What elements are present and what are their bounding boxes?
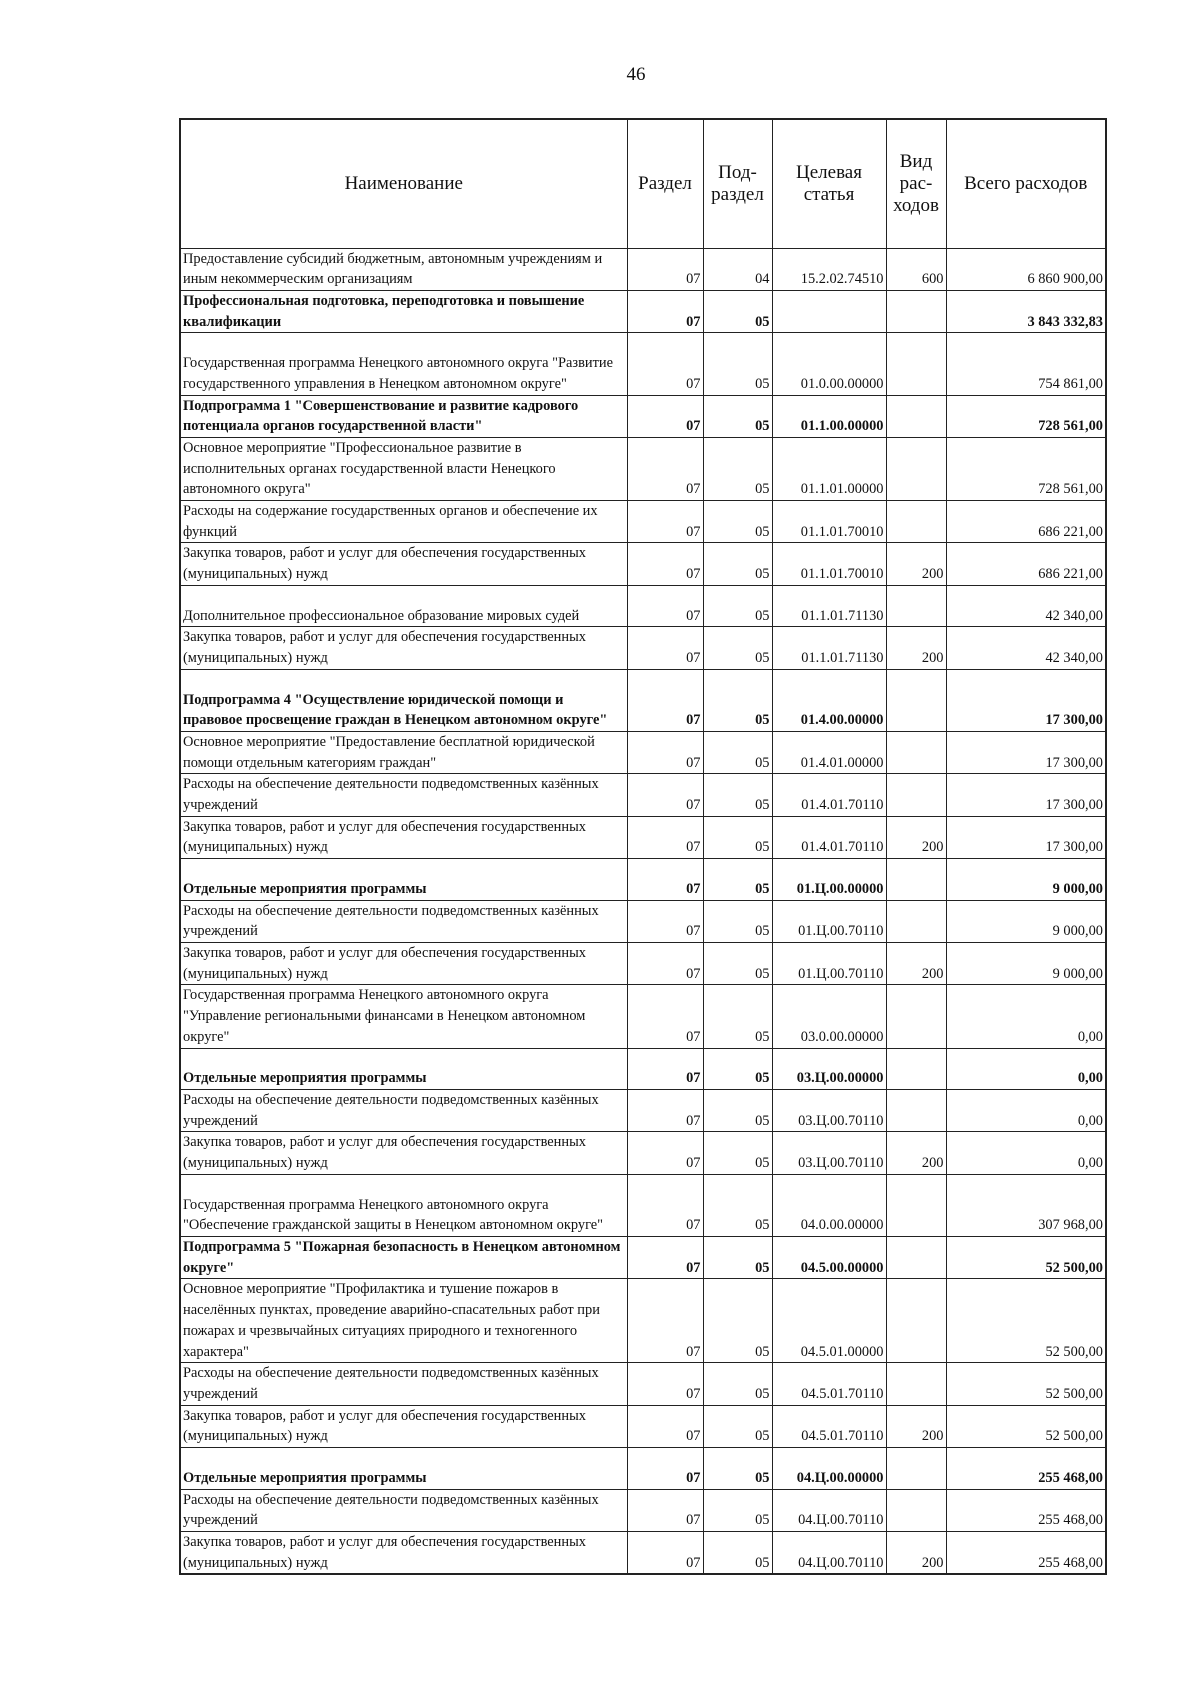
table-row: [180, 248, 1106, 290]
row-name: Расходы на обеспечение деятельности подведомственных казённых учреждений: [180, 1363, 627, 1405]
table-row: [180, 501, 1106, 543]
row-target-article: 01.1.01.70010: [772, 543, 886, 585]
row-subsection: 05: [703, 290, 772, 332]
row-subsection: 05: [703, 585, 772, 627]
row-subsection: 05: [703, 333, 772, 395]
row-section: 07: [627, 985, 703, 1048]
row-target-article: 03.Ц.00.70110: [772, 1090, 886, 1132]
row-subsection: 05: [703, 900, 772, 942]
row-expense-type: 200: [886, 627, 946, 669]
row-section: 07: [627, 585, 703, 627]
row-subsection: 05: [703, 859, 772, 901]
row-total: 42 340,00: [946, 627, 1106, 669]
table-row: [180, 395, 1106, 437]
row-subsection: 05: [703, 774, 772, 816]
row-target-article: 04.Ц.00.70110: [772, 1532, 886, 1575]
row-target-article: 15.2.02.74510: [772, 248, 886, 290]
row-target-article: 01.1.00.00000: [772, 395, 886, 437]
row-total: 255 468,00: [946, 1532, 1106, 1575]
table-row: [180, 1174, 1106, 1236]
row-total: 17 300,00: [946, 816, 1106, 858]
row-target-article: 01.4.01.70110: [772, 816, 886, 858]
row-total: 728 561,00: [946, 395, 1106, 437]
row-target-article: 01.1.01.71130: [772, 585, 886, 627]
row-section: 07: [627, 1405, 703, 1447]
table-row: [180, 859, 1106, 901]
row-total: 686 221,00: [946, 501, 1106, 543]
table-row: [180, 1237, 1106, 1279]
row-subsection: 05: [703, 1405, 772, 1447]
row-total: 17 300,00: [946, 669, 1106, 731]
row-expense-type: [886, 731, 946, 773]
row-expense-type: 200: [886, 1132, 946, 1174]
row-name: Основное мероприятие "Предоставление бесплатной юридической помощи отдельным категориям граждан": [180, 731, 627, 773]
row-subsection: 05: [703, 1448, 772, 1490]
row-name: Отдельные мероприятия программы: [180, 1448, 627, 1490]
table-row: [180, 290, 1106, 332]
table-row: [180, 437, 1106, 500]
header-section: Раздел: [627, 119, 703, 248]
row-target-article: 01.1.01.70010: [772, 501, 886, 543]
row-total: 9 000,00: [946, 859, 1106, 901]
table-row: [180, 1090, 1106, 1132]
row-expense-type: [886, 1279, 946, 1363]
row-expense-type: [886, 1090, 946, 1132]
row-target-article: 01.Ц.00.70110: [772, 900, 886, 942]
row-total: 0,00: [946, 1048, 1106, 1090]
row-name: Основное мероприятие "Профессиональное развитие в исполнительных органах государственной власти Ненецкого автономного округа": [180, 437, 627, 500]
row-total: 6 860 900,00: [946, 248, 1106, 290]
row-target-article: 01.0.00.00000: [772, 333, 886, 395]
row-target-article: 01.Ц.00.70110: [772, 943, 886, 985]
row-expense-type: 200: [886, 1405, 946, 1447]
row-target-article: 01.4.00.00000: [772, 669, 886, 731]
row-name: Расходы на обеспечение деятельности подведомственных казённых учреждений: [180, 1489, 627, 1531]
row-total: 255 468,00: [946, 1448, 1106, 1490]
row-name: Дополнительное профессиональное образование мировых судей: [180, 585, 627, 627]
row-section: 07: [627, 395, 703, 437]
row-expense-type: [886, 774, 946, 816]
table-row: [180, 1363, 1106, 1405]
row-target-article: 01.4.01.00000: [772, 731, 886, 773]
row-section: 07: [627, 1048, 703, 1090]
row-name: Закупка товаров, работ и услуг для обеспечения государственных (муниципальных) нужд: [180, 816, 627, 858]
row-name: Подпрограмма 1 "Совершенствование и развитие кадрового потенциала органов государственной власти": [180, 395, 627, 437]
row-name: Расходы на обеспечение деятельности подведомственных казённых учреждений: [180, 1090, 627, 1132]
row-expense-type: 200: [886, 543, 946, 585]
row-section: 07: [627, 543, 703, 585]
row-target-article: 03.Ц.00.70110: [772, 1132, 886, 1174]
row-subsection: 05: [703, 437, 772, 500]
table-row: [180, 1489, 1106, 1531]
row-expense-type: [886, 1363, 946, 1405]
row-section: 07: [627, 1279, 703, 1363]
row-expense-type: [886, 395, 946, 437]
row-subsection: 05: [703, 1090, 772, 1132]
table-row: [180, 816, 1106, 858]
row-subsection: 05: [703, 1363, 772, 1405]
table-body: [180, 248, 1106, 1574]
row-target-article: 04.0.00.00000: [772, 1174, 886, 1236]
row-name: Отдельные мероприятия программы: [180, 859, 627, 901]
row-section: 07: [627, 1448, 703, 1490]
row-subsection: 05: [703, 1132, 772, 1174]
row-name: Закупка товаров, работ и услуг для обеспечения государственных (муниципальных) нужд: [180, 1132, 627, 1174]
row-section: 07: [627, 333, 703, 395]
row-name: Государственная программа Ненецкого автономного округа "Развитие государственного управления в Ненецком автономном округе": [180, 333, 627, 395]
row-total: 728 561,00: [946, 437, 1106, 500]
row-name: Подпрограмма 4 "Осуществление юридической помощи и правовое просвещение граждан в Ненецком автономном округе": [180, 669, 627, 731]
header-total: Всего расходов: [946, 119, 1106, 248]
row-expense-type: [886, 859, 946, 901]
row-name: Предоставление субсидий бюджетным, автономным учреждениям и иным некоммерческим организациям: [180, 248, 627, 290]
row-total: 9 000,00: [946, 943, 1106, 985]
row-total: 0,00: [946, 985, 1106, 1048]
row-subsection: 05: [703, 1237, 772, 1279]
row-subsection: 05: [703, 1174, 772, 1236]
row-subsection: 05: [703, 1532, 772, 1575]
row-expense-type: [886, 333, 946, 395]
table-row: [180, 1448, 1106, 1490]
row-total: 754 861,00: [946, 333, 1106, 395]
row-subsection: 05: [703, 627, 772, 669]
row-name: Профессиональная подготовка, переподготовка и повышение квалификации: [180, 290, 627, 332]
row-total: 42 340,00: [946, 585, 1106, 627]
row-expense-type: [886, 290, 946, 332]
row-section: 07: [627, 290, 703, 332]
row-section: 07: [627, 1489, 703, 1531]
row-expense-type: 600: [886, 248, 946, 290]
row-target-article: 03.0.00.00000: [772, 985, 886, 1048]
row-section: 07: [627, 248, 703, 290]
row-subsection: 05: [703, 669, 772, 731]
row-expense-type: [886, 1448, 946, 1490]
row-name: Основное мероприятие "Профилактика и тушение пожаров в населённых пунктах, проведение аварийно-спасательных работ при пожарах и чрезвычайных ситуациях природного и техногенного характера": [180, 1279, 627, 1363]
row-name: Государственная программа Ненецкого автономного округа "Управление региональными финансами в Ненецком автономном округе": [180, 985, 627, 1048]
row-expense-type: [886, 585, 946, 627]
row-section: 07: [627, 1090, 703, 1132]
row-subsection: 05: [703, 1048, 772, 1090]
row-total: 9 000,00: [946, 900, 1106, 942]
table-row: [180, 774, 1106, 816]
row-section: 07: [627, 1363, 703, 1405]
row-expense-type: [886, 1237, 946, 1279]
row-subsection: 05: [703, 943, 772, 985]
table-row: [180, 943, 1106, 985]
row-expense-type: 200: [886, 1532, 946, 1575]
row-expense-type: [886, 437, 946, 500]
row-section: 07: [627, 669, 703, 731]
row-target-article: 01.1.01.00000: [772, 437, 886, 500]
row-subsection: 05: [703, 731, 772, 773]
row-total: 52 500,00: [946, 1405, 1106, 1447]
table-row: [180, 333, 1106, 395]
row-subsection: 05: [703, 985, 772, 1048]
row-name: Закупка товаров, работ и услуг для обеспечения государственных (муниципальных) нужд: [180, 1532, 627, 1575]
row-section: 07: [627, 627, 703, 669]
row-target-article: 04.5.00.00000: [772, 1237, 886, 1279]
row-target-article: 01.4.01.70110: [772, 774, 886, 816]
row-expense-type: [886, 669, 946, 731]
row-section: 07: [627, 1237, 703, 1279]
row-expense-type: 200: [886, 816, 946, 858]
row-subsection: 05: [703, 543, 772, 585]
row-name: Расходы на обеспечение деятельности подведомственных казённых учреждений: [180, 774, 627, 816]
row-target-article: 04.5.01.70110: [772, 1363, 886, 1405]
table-row: [180, 543, 1106, 585]
row-name: Отдельные мероприятия программы: [180, 1048, 627, 1090]
row-target-article: 04.5.01.70110: [772, 1405, 886, 1447]
row-target-article: [772, 290, 886, 332]
row-target-article: 01.Ц.00.00000: [772, 859, 886, 901]
page-number: 46: [626, 64, 646, 85]
table-row: [180, 1405, 1106, 1447]
row-total: 52 500,00: [946, 1279, 1106, 1363]
row-subsection: 05: [703, 501, 772, 543]
table-row: [180, 1279, 1106, 1363]
row-target-article: 04.Ц.00.00000: [772, 1448, 886, 1490]
row-expense-type: [886, 985, 946, 1048]
row-section: 07: [627, 816, 703, 858]
row-expense-type: [886, 1048, 946, 1090]
row-total: 52 500,00: [946, 1237, 1106, 1279]
row-total: 17 300,00: [946, 774, 1106, 816]
row-total: 52 500,00: [946, 1363, 1106, 1405]
row-section: 07: [627, 1174, 703, 1236]
row-section: 07: [627, 1132, 703, 1174]
row-expense-type: 200: [886, 943, 946, 985]
table-row: [180, 627, 1106, 669]
row-target-article: 04.Ц.00.70110: [772, 1489, 886, 1531]
row-section: 07: [627, 501, 703, 543]
row-name: Расходы на содержание государственных органов и обеспечение их функций: [180, 501, 627, 543]
row-name: Расходы на обеспечение деятельности подведомственных казённых учреждений: [180, 900, 627, 942]
row-name: Подпрограмма 5 "Пожарная безопасность в Ненецком автономном округе": [180, 1237, 627, 1279]
row-total: 0,00: [946, 1132, 1106, 1174]
row-total: 307 968,00: [946, 1174, 1106, 1236]
row-expense-type: [886, 900, 946, 942]
row-expense-type: [886, 1174, 946, 1236]
table-row: [180, 1132, 1106, 1174]
header-subsection: Под- раздел: [703, 119, 772, 248]
row-target-article: 01.1.01.71130: [772, 627, 886, 669]
table-row: [180, 1532, 1106, 1575]
row-section: 07: [627, 859, 703, 901]
row-total: 0,00: [946, 1090, 1106, 1132]
row-expense-type: [886, 1489, 946, 1531]
table-row: [180, 731, 1106, 773]
row-subsection: 05: [703, 816, 772, 858]
table-row: [180, 900, 1106, 942]
header-name: Наименование: [180, 119, 627, 248]
table-header: [180, 119, 1106, 248]
row-total: 255 468,00: [946, 1489, 1106, 1531]
row-section: 07: [627, 731, 703, 773]
row-target-article: 03.Ц.00.00000: [772, 1048, 886, 1090]
row-total: 3 843 332,83: [946, 290, 1106, 332]
row-subsection: 05: [703, 395, 772, 437]
header-expense-type: Вид рас- ходов: [886, 119, 946, 248]
row-name: Закупка товаров, работ и услуг для обеспечения государственных (муниципальных) нужд: [180, 943, 627, 985]
row-name: Закупка товаров, работ и услуг для обеспечения государственных (муниципальных) нужд: [180, 627, 627, 669]
table-row: [180, 585, 1106, 627]
row-name: Закупка товаров, работ и услуг для обеспечения государственных (муниципальных) нужд: [180, 1405, 627, 1447]
table-row: [180, 1048, 1106, 1090]
row-total: 17 300,00: [946, 731, 1106, 773]
row-name: Закупка товаров, работ и услуг для обеспечения государственных (муниципальных) нужд: [180, 543, 627, 585]
row-section: 07: [627, 943, 703, 985]
row-subsection: 04: [703, 248, 772, 290]
table-row: [180, 669, 1106, 731]
row-section: 07: [627, 1532, 703, 1575]
row-section: 07: [627, 900, 703, 942]
row-subsection: 05: [703, 1279, 772, 1363]
row-section: 07: [627, 774, 703, 816]
row-name: Государственная программа Ненецкого автономного округа "Обеспечение гражданской защиты в Ненецком автономном округе": [180, 1174, 627, 1236]
header-target-article: Целевая статья: [772, 119, 886, 248]
row-target-article: 04.5.01.00000: [772, 1279, 886, 1363]
budget-table: [179, 118, 1107, 1575]
row-section: 07: [627, 437, 703, 500]
row-total: 686 221,00: [946, 543, 1106, 585]
row-expense-type: [886, 501, 946, 543]
row-subsection: 05: [703, 1489, 772, 1531]
table-row: [180, 985, 1106, 1048]
